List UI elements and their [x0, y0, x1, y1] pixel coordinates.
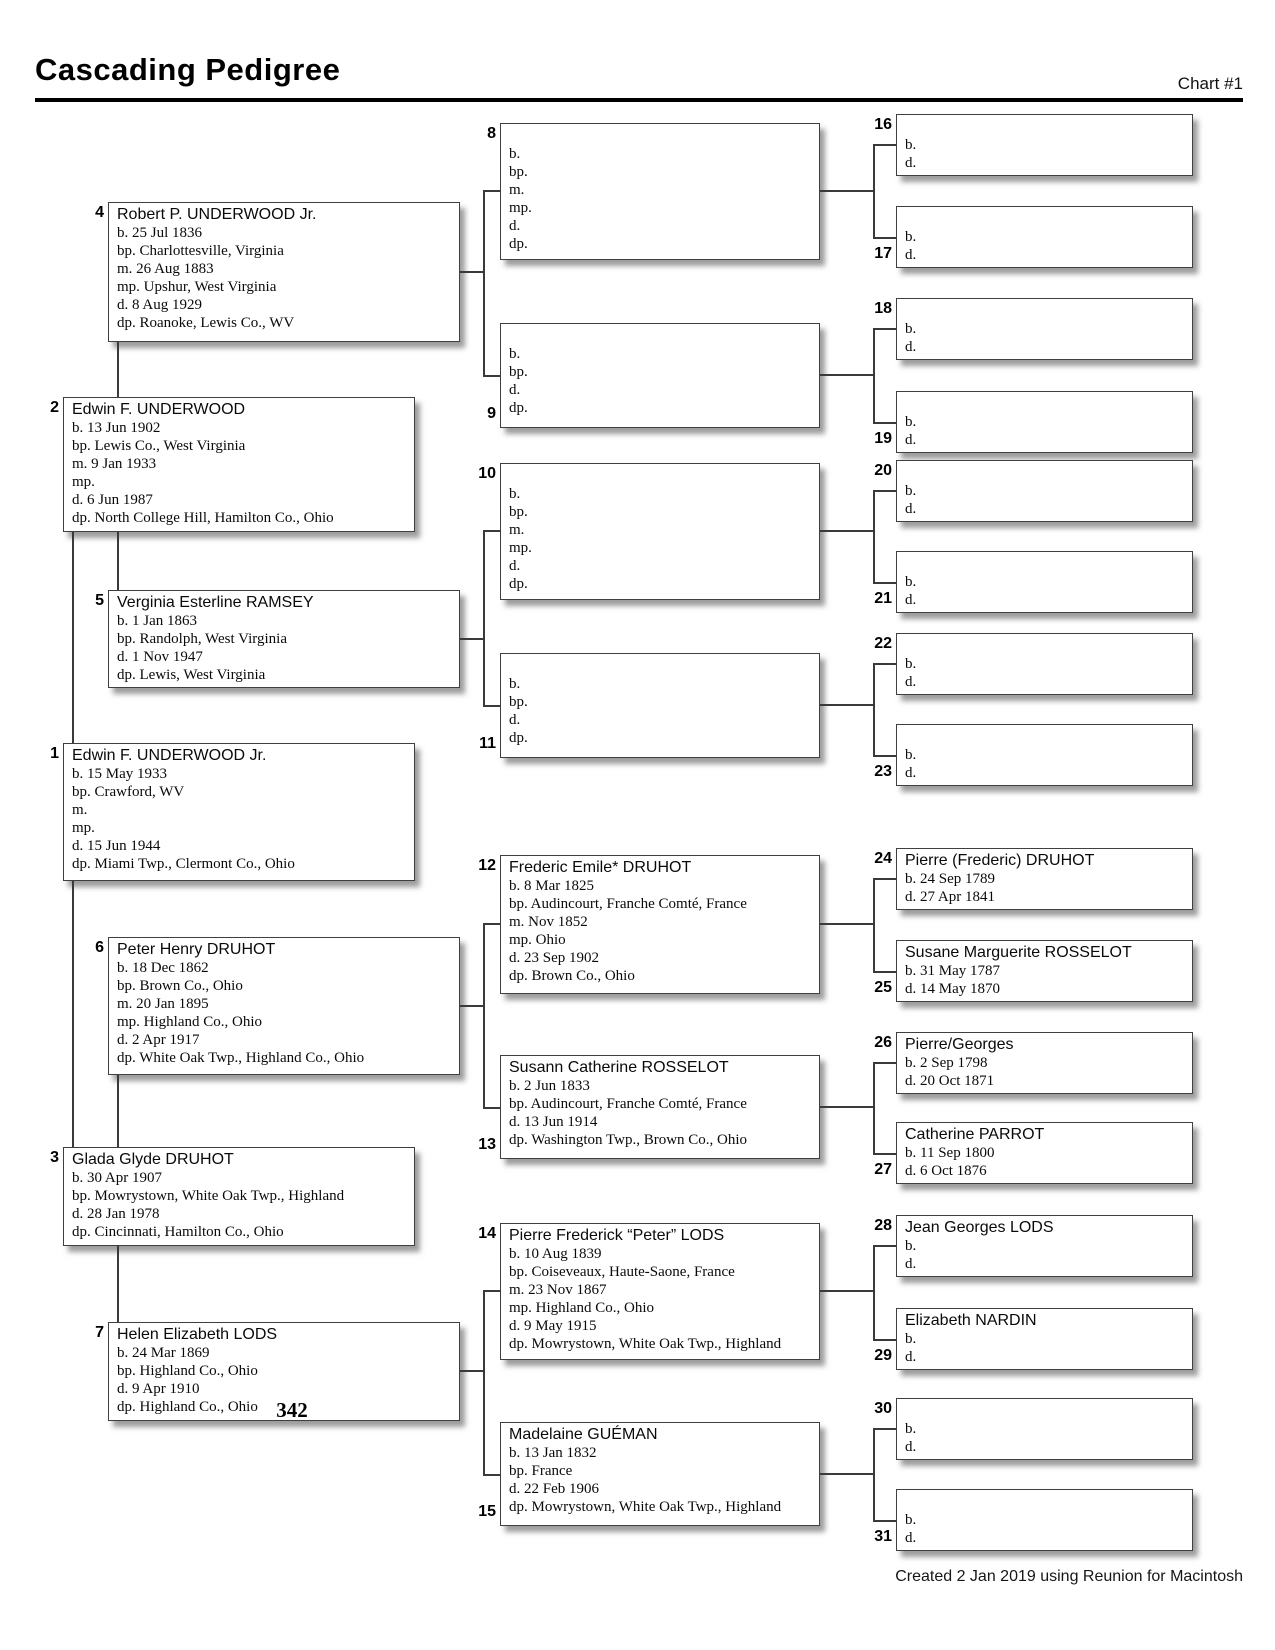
title-rule	[35, 98, 1243, 102]
person-name: Pierre Frederick “Peter” LODS	[509, 1227, 725, 1244]
detail-line: dp.	[509, 576, 528, 592]
connector-line	[483, 1107, 500, 1109]
person-details	[72, 419, 408, 527]
detail-line: m. 9 Jan 1933	[72, 456, 157, 472]
detail-line: d. 2 Apr 1917	[117, 1032, 200, 1048]
detail-line: d. 9 Apr 1910	[117, 1381, 200, 1397]
detail-line: bp. Lewis Co., West Virginia	[72, 438, 246, 454]
detail-line: b.	[509, 146, 521, 162]
connector-line	[873, 755, 896, 757]
person-details	[509, 145, 813, 253]
person-number: 8	[487, 125, 496, 142]
connector-line	[873, 1339, 896, 1341]
detail-line: d. 8 Aug 1929	[117, 297, 203, 313]
person-name: Robert P. UNDERWOOD Jr.	[117, 206, 317, 223]
detail-line: d. 20 Oct 1871	[905, 1073, 995, 1089]
person-details	[509, 1245, 813, 1353]
person-details	[905, 870, 1186, 906]
person-name: Susann Catherine ROSSELOT	[509, 1059, 729, 1076]
detail-line: m.	[72, 802, 88, 818]
detail-line: d.	[905, 592, 917, 608]
connector-line	[483, 530, 485, 707]
detail-line: dp. North College Hill, Hamilton Co., Ohio	[72, 510, 334, 526]
detail-line: dp. Mowrystown, White Oak Twp., Highland	[509, 1336, 782, 1352]
person-box-6	[95, 937, 460, 1075]
person-details	[72, 765, 408, 873]
detail-line: dp. Brown Co., Ohio	[509, 968, 635, 984]
person-number: 1	[50, 745, 59, 762]
person-name	[905, 209, 1186, 228]
person-box-23	[874, 724, 1193, 786]
detail-line: dp. Highland Co., Ohio	[117, 1399, 258, 1415]
person-number: 10	[478, 465, 496, 482]
detail-line: d.	[509, 558, 521, 574]
person-details	[905, 320, 1186, 356]
detail-line: m. Nov 1852	[509, 914, 588, 930]
detail-line: b. 24 Mar 1869	[117, 1345, 210, 1361]
detail-line: d.	[905, 247, 917, 263]
person-name: Verginia Esterline RAMSEY	[117, 594, 314, 611]
person-name	[905, 394, 1186, 413]
detail-line: mp. Highland Co., Ohio	[509, 1300, 654, 1316]
person-number: 20	[874, 462, 892, 479]
detail-line: b.	[905, 1421, 917, 1437]
connector-line	[873, 328, 875, 424]
detail-line: d. 1 Nov 1947	[117, 649, 203, 665]
person-number: 26	[874, 1034, 892, 1051]
person-box-31	[874, 1489, 1193, 1551]
detail-line: mp.	[509, 200, 532, 216]
detail-line: d.	[905, 432, 917, 448]
person-details	[905, 1511, 1186, 1547]
person-box-29	[874, 1308, 1193, 1370]
person-box-3	[50, 1147, 415, 1246]
detail-line: d. 23 Sep 1902	[509, 950, 599, 966]
detail-line: d. 28 Jan 1978	[72, 1206, 160, 1222]
person-box-13	[478, 1055, 820, 1159]
connector-line	[873, 1062, 875, 1155]
detail-line: b.	[905, 656, 917, 672]
person-number: 21	[874, 590, 892, 607]
connector-line	[820, 704, 873, 706]
connector-line	[873, 1428, 896, 1430]
person-details	[509, 1077, 813, 1149]
person-name	[905, 463, 1186, 482]
detail-line: m. 26 Aug 1883	[117, 261, 214, 277]
person-name	[905, 117, 1186, 136]
person-name: Glada Glyde DRUHOT	[72, 1151, 234, 1168]
detail-line: b. 8 Mar 1825	[509, 878, 594, 894]
connector-line	[820, 530, 873, 532]
detail-line: bp. Highland Co., Ohio	[117, 1363, 258, 1379]
detail-line: b.	[905, 1238, 917, 1254]
person-number: 24	[874, 850, 892, 867]
person-details	[905, 962, 1186, 998]
person-number: 13	[478, 1136, 496, 1153]
detail-line: bp. Coiseveaux, Haute-Saone, France	[509, 1264, 735, 1280]
detail-line: bp. Crawford, WV	[72, 784, 185, 800]
detail-line: b. 2 Sep 1798	[905, 1055, 988, 1071]
detail-line: b. 15 May 1933	[72, 766, 167, 782]
person-number: 9	[487, 405, 496, 422]
detail-line: bp. Charlottesville, Virginia	[117, 243, 284, 259]
connector-line	[483, 190, 485, 377]
connector-line	[460, 638, 483, 640]
person-box-18	[874, 298, 1193, 360]
connector-line	[460, 1005, 483, 1007]
detail-line: mp. Highland Co., Ohio	[117, 1014, 262, 1030]
person-name: Edwin F. UNDERWOOD Jr.	[72, 747, 267, 764]
person-box-27	[874, 1122, 1193, 1184]
detail-line: d.	[905, 765, 917, 781]
person-number: 28	[874, 1217, 892, 1234]
detail-line: d.	[905, 339, 917, 355]
connector-line	[820, 190, 873, 192]
person-box-17	[874, 206, 1193, 268]
detail-line: b.	[905, 574, 917, 590]
person-details	[905, 746, 1186, 782]
detail-line: d. 13 Jun 1914	[509, 1114, 598, 1130]
person-details	[117, 224, 453, 332]
person-number: 11	[479, 735, 496, 752]
page-number: 342	[276, 1398, 308, 1422]
detail-line: mp.	[509, 540, 532, 556]
connector-line	[820, 1473, 873, 1475]
detail-line: dp. Miami Twp., Clermont Co., Ohio	[72, 856, 295, 872]
person-name	[509, 126, 813, 145]
detail-line: d.	[905, 1530, 917, 1546]
person-number: 6	[95, 939, 104, 956]
detail-line: b. 18 Dec 1862	[117, 960, 209, 976]
detail-line: m.	[509, 182, 525, 198]
person-name	[509, 326, 813, 345]
connector-line	[117, 532, 119, 590]
page-title: Cascading Pedigree	[35, 52, 341, 87]
person-name: Edwin F. UNDERWOOD	[72, 401, 246, 418]
person-name	[905, 727, 1186, 746]
detail-line: d. 22 Feb 1906	[509, 1481, 599, 1497]
connector-line	[483, 923, 500, 925]
detail-line: bp. Brown Co., Ohio	[117, 978, 243, 994]
person-number: 2	[50, 399, 59, 416]
person-box-25	[874, 940, 1193, 1002]
connector-line	[460, 1370, 483, 1372]
detail-line: b.	[905, 1512, 917, 1528]
person-details	[905, 1054, 1186, 1090]
person-name	[905, 301, 1186, 320]
connector-line	[483, 1474, 500, 1476]
person-name: Pierre/Georges	[905, 1036, 1014, 1053]
person-number: 5	[95, 592, 104, 609]
detail-line: b.	[905, 229, 917, 245]
person-name: Elizabeth NARDIN	[905, 1312, 1037, 1329]
person-box-1	[50, 743, 415, 881]
person-details	[509, 675, 813, 747]
person-details	[905, 482, 1186, 518]
connector-line	[873, 878, 896, 880]
person-box-30	[874, 1398, 1193, 1460]
person-box-11	[479, 653, 820, 758]
detail-line: bp.	[509, 504, 528, 520]
person-name: Pierre (Frederic) DRUHOT	[905, 852, 1095, 869]
connector-line	[873, 1245, 875, 1341]
connector-line	[873, 490, 896, 492]
person-number: 15	[478, 1503, 496, 1520]
connector-line	[873, 971, 896, 973]
person-details	[72, 1169, 408, 1241]
connector-line	[483, 375, 500, 377]
detail-line: bp. France	[509, 1463, 573, 1479]
person-name	[905, 1492, 1186, 1511]
person-details	[509, 1444, 813, 1516]
person-box-20	[874, 460, 1193, 522]
detail-line: bp.	[509, 694, 528, 710]
detail-line: bp.	[509, 364, 528, 380]
detail-line: b. 10 Aug 1839	[509, 1246, 602, 1262]
detail-line: b.	[905, 321, 917, 337]
connector-line	[873, 144, 896, 146]
chart-number-label: Chart #1	[1177, 74, 1243, 93]
person-name: Frederic Emile* DRUHOT	[509, 859, 692, 876]
detail-line: dp. Roanoke, Lewis Co., WV	[117, 315, 295, 331]
person-box-10	[478, 463, 820, 600]
connector-line	[873, 422, 896, 424]
detail-line: d.	[905, 1439, 917, 1455]
person-name	[509, 466, 813, 485]
person-number: 19	[874, 430, 892, 447]
detail-line: bp. Randolph, West Virginia	[117, 631, 287, 647]
person-name: Peter Henry DRUHOT	[117, 941, 276, 958]
person-details	[905, 1420, 1186, 1456]
detail-line: m.	[509, 522, 525, 538]
person-details	[905, 136, 1186, 172]
connector-line	[873, 1428, 875, 1522]
detail-line: d.	[509, 218, 521, 234]
detail-line: b.	[509, 486, 521, 502]
person-details	[905, 655, 1186, 691]
person-details	[509, 877, 813, 985]
detail-line: dp.	[509, 400, 528, 416]
detail-line: b.	[509, 676, 521, 692]
person-details	[509, 485, 813, 593]
detail-line: b.	[905, 483, 917, 499]
person-details	[905, 1237, 1186, 1273]
detail-line: d.	[509, 382, 521, 398]
connector-line	[483, 923, 485, 1109]
person-number: 18	[874, 300, 892, 317]
connector-line	[873, 663, 896, 665]
person-details	[117, 959, 453, 1067]
connector-line	[873, 878, 875, 973]
person-box-21	[874, 551, 1193, 613]
person-box-19	[874, 391, 1193, 453]
person-name	[905, 1401, 1186, 1420]
detail-line: dp.	[509, 730, 528, 746]
connector-line	[873, 490, 875, 584]
person-number: 14	[478, 1225, 496, 1242]
detail-line: b. 24 Sep 1789	[905, 871, 995, 887]
detail-line: b. 11 Sep 1800	[905, 1145, 995, 1161]
person-name	[905, 554, 1186, 573]
person-number: 22	[874, 635, 892, 652]
detail-line: dp. White Oak Twp., Highland Co., Ohio	[117, 1050, 365, 1066]
connector-line	[820, 1106, 873, 1108]
person-box-15	[478, 1422, 820, 1526]
person-number: 23	[874, 763, 892, 780]
person-box-12	[478, 855, 820, 994]
detail-line: b.	[509, 346, 521, 362]
person-number: 16	[874, 116, 892, 133]
connector-line	[820, 923, 873, 925]
person-number: 12	[478, 857, 496, 874]
detail-line: mp. Ohio	[509, 932, 566, 948]
person-details	[905, 413, 1186, 449]
person-name: Jean Georges LODS	[905, 1219, 1054, 1236]
detail-line: d. 6 Jun 1987	[72, 492, 153, 508]
connector-line	[460, 271, 483, 273]
detail-line: bp. Audincourt, Franche Comté, France	[509, 1096, 747, 1112]
person-number: 27	[874, 1161, 892, 1178]
person-number: 7	[95, 1324, 104, 1341]
detail-line: mp. Upshur, West Virginia	[117, 279, 277, 295]
person-box-26	[874, 1032, 1193, 1094]
connector-line	[873, 1062, 896, 1064]
detail-line: d.	[905, 1349, 917, 1365]
detail-line: b. 30 Apr 1907	[72, 1170, 162, 1186]
detail-line: d. 9 May 1915	[509, 1318, 597, 1334]
person-box-14	[478, 1223, 820, 1360]
detail-line: b. 13 Jun 1902	[72, 420, 161, 436]
connector-line	[873, 144, 875, 239]
person-details	[905, 573, 1186, 609]
person-box-2	[50, 397, 415, 532]
detail-line: mp.	[72, 820, 95, 836]
connector-line	[873, 237, 896, 239]
detail-line: d.	[905, 501, 917, 517]
footer-credit: Created 2 Jan 2019 using Reunion for Macintosh	[895, 1568, 1243, 1585]
detail-line: d. 14 May 1870	[905, 981, 1000, 997]
detail-line: dp. Washington Twp., Brown Co., Ohio	[509, 1132, 748, 1148]
connector-line	[873, 328, 896, 330]
detail-line: dp. Cincinnati, Hamilton Co., Ohio	[72, 1224, 284, 1240]
connector-line	[72, 532, 74, 743]
connector-line	[72, 881, 74, 1147]
connector-line	[820, 374, 873, 376]
person-number: 4	[95, 204, 104, 221]
connector-line	[483, 190, 500, 192]
connector-line	[873, 1153, 896, 1155]
connector-line	[483, 1290, 500, 1292]
person-details	[905, 1144, 1186, 1180]
connector-line	[483, 1290, 485, 1476]
detail-line: b. 2 Jun 1833	[509, 1078, 590, 1094]
person-details	[905, 1330, 1186, 1366]
detail-line: b. 13 Jan 1832	[509, 1445, 597, 1461]
detail-line: d. 27 Apr 1841	[905, 889, 995, 905]
person-name	[509, 656, 813, 675]
detail-line: d.	[905, 674, 917, 690]
connector-line	[873, 1520, 896, 1522]
detail-line: mp.	[72, 474, 95, 490]
detail-line: bp. Mowrystown, White Oak Twp., Highland	[72, 1188, 345, 1204]
detail-line: b.	[905, 414, 917, 430]
person-number: 31	[874, 1528, 892, 1545]
connector-line	[117, 1246, 119, 1322]
detail-line: d. 15 Jun 1944	[72, 838, 161, 854]
person-details	[905, 228, 1186, 264]
person-name: Madelaine GUÉMAN	[509, 1426, 658, 1443]
detail-line: b. 31 May 1787	[905, 963, 1000, 979]
person-number: 25	[874, 979, 892, 996]
person-name	[905, 636, 1186, 655]
person-name: Helen Elizabeth LODS	[117, 1326, 278, 1343]
detail-line: b.	[905, 747, 917, 763]
detail-line: d.	[905, 1256, 917, 1272]
detail-line: bp.	[509, 164, 528, 180]
connector-line	[873, 582, 896, 584]
detail-line: d.	[905, 155, 917, 171]
detail-line: dp.	[509, 236, 528, 252]
detail-line: m. 23 Nov 1867	[509, 1282, 607, 1298]
connector-line	[873, 1245, 896, 1247]
person-box-5	[95, 590, 460, 688]
person-name: Catherine PARROT	[905, 1126, 1045, 1143]
connector-line	[820, 1290, 873, 1292]
detail-line: d. 6 Oct 1876	[905, 1163, 987, 1179]
person-number: 17	[874, 245, 892, 262]
person-name: Susane Marguerite ROSSELOT	[905, 944, 1132, 961]
detail-line: m. 20 Jan 1895	[117, 996, 209, 1012]
person-box-16	[874, 114, 1193, 176]
detail-line: b. 25 Jul 1836	[117, 225, 203, 241]
person-box-22	[874, 633, 1193, 695]
connector-line	[117, 1075, 119, 1147]
person-box-8	[487, 123, 820, 260]
person-details	[117, 612, 453, 684]
person-box-24	[874, 848, 1193, 910]
person-number: 29	[874, 1347, 892, 1364]
detail-line: dp. Lewis, West Virginia	[117, 667, 266, 683]
person-box-28	[874, 1215, 1193, 1277]
detail-line: b. 1 Jan 1863	[117, 613, 197, 629]
person-box-9	[487, 323, 820, 428]
connector-line	[873, 663, 875, 757]
detail-line: bp. Audincourt, Franche Comté, France	[509, 896, 747, 912]
detail-line: d.	[509, 712, 521, 728]
detail-line: b.	[905, 1331, 917, 1347]
detail-line: b.	[905, 137, 917, 153]
connector-line	[483, 530, 500, 532]
connector-line	[483, 705, 500, 707]
detail-line: dp. Mowrystown, White Oak Twp., Highland	[509, 1499, 782, 1515]
connector-line	[117, 342, 119, 397]
person-number: 30	[874, 1400, 892, 1417]
person-details	[509, 345, 813, 417]
person-box-4	[95, 202, 460, 342]
person-number: 3	[50, 1149, 59, 1166]
